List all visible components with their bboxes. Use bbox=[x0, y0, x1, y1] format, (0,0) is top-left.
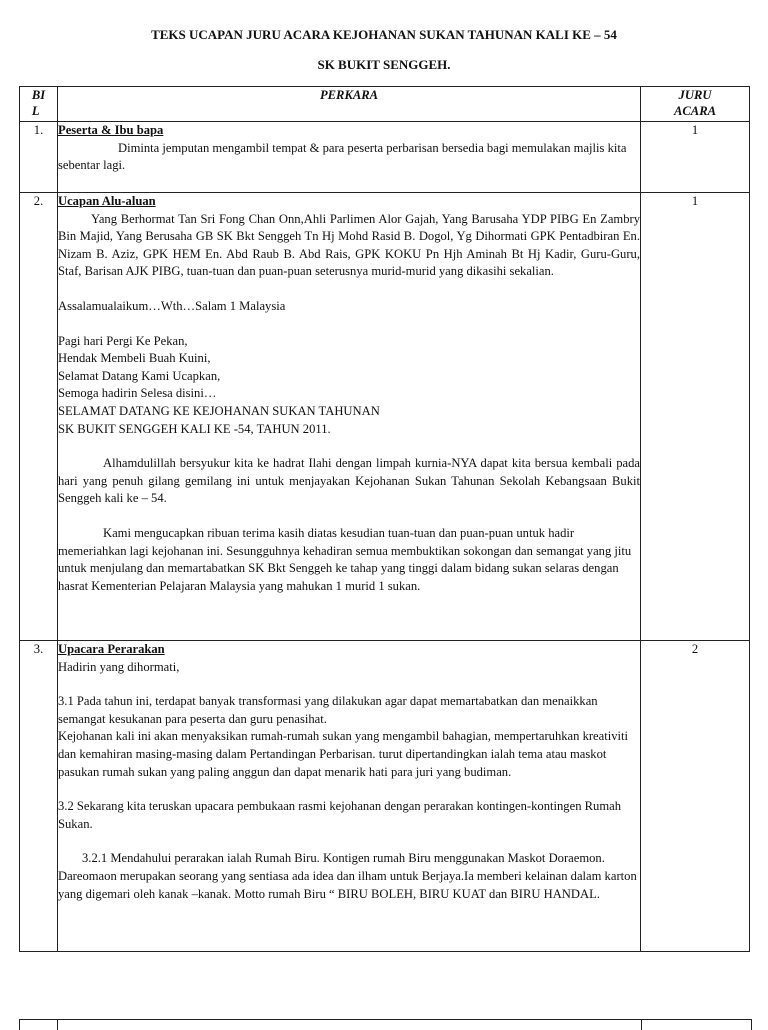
row-paragraph: Yang Berhormat Tan Sri Fong Chan Onn,Ahli Parlimen Alor Gajah, Yang Barusaha YDP PIBG En Zambry Bin Majid, Yang Berusaha GB SK Bkt Senggeh Tn Hj Mohd Rasid B. Dogol, Yg Dihormati GPK Pentadbiran En. Nizam B. Aziz, GPK HEM En. Abd Raub B. Abd Rais, GPK KOKU Pn Hjh Aminah Bt Hj Kadir, Guru-Guru, Staf, Barisan AJK PIBG, tuan-tuan dan puan-puan seterusnya murid-murid yang dikasihi sekalian. bbox=[58, 211, 640, 279]
table-row bbox=[20, 193, 750, 641]
row-paragraph: 3.2 Sekarang kita teruskan upacara pembukaan rasmi kejohanan dengan perarakan kontingen-kontingen Rumah Sukan. bbox=[58, 799, 622, 831]
header-juru-acara: JURU ACARA bbox=[641, 87, 750, 122]
document-subtitle: SK BUKIT SENGGEH. bbox=[317, 57, 451, 72]
row-paragraph: 3.1 Pada tahun ini, terdapat banyak transformasi yang dilakukan agar dapat memartabatkan dan menaikkan semangat kesukanan para peserta dan guru penasihat. bbox=[58, 694, 598, 726]
table-header-row bbox=[20, 87, 750, 122]
row-number: 2. bbox=[20, 193, 58, 641]
document-title: TEKS UCAPAN JURU ACARA KEJOHANAN SUKAN TAHUNAN KALI KE – 54 bbox=[151, 27, 617, 42]
header-perkara: PERKARA bbox=[58, 87, 641, 122]
row-paragraph: Kejohanan kali ini akan menyaksikan rumah-rumah sukan yang mengambil bahagian, mempertaruhkan kreativiti dan kemahiran masing-masing dalam Pertandingan Perbarisan. turut dipertandingkan ialah tema atau maskot pasukan rumah sukan yang paling anggun dan dapat menarik hati para juri yang budiman. bbox=[58, 729, 629, 779]
row-paragraph: 3.2.1 Mendahului perarakan ialah Rumah Biru. Kontigen rumah Biru menggunakan Maskot Doraemon. Dareomaon merupakan seorang yang sentiasa ada idea dan ilham untuk Berjaya.Ia memberi kelainan dalam karton yang digemari oleh kanak –kanak. Motto rumah Biru “ BIRU BOLEH, BIRU KUAT dan BIRU HANDAL. bbox=[58, 851, 637, 901]
pantun-line: Semoga hadirin Selesa disini… bbox=[58, 386, 217, 401]
pantun-line: Selamat Datang Kami Ucapkan, bbox=[58, 368, 221, 383]
row-heading: Peserta & Ibu bapa bbox=[58, 123, 164, 137]
row-content bbox=[58, 641, 641, 952]
row-juru-acara: 1 bbox=[641, 122, 750, 193]
row-paragraph: Alhamdulillah bersyukur kita ke hadrat Ilahi dengan limpah kurnia-NYA dapat kita bersua kembali pada hari yang penuh gilang gemilang ini untuk menjayakan Kejohanan Sukan Tahunan Sekolah Kebangsaan Bukit Senggeh kali ke – 54. bbox=[58, 456, 640, 506]
table-row bbox=[20, 122, 750, 193]
row-juru-acara: 1 bbox=[641, 193, 750, 641]
row-number: 3. bbox=[20, 641, 58, 952]
pantun-line: Hendak Membeli Buah Kuini, bbox=[58, 351, 211, 366]
salutation-text: Hadirin yang dihormati, bbox=[58, 659, 180, 674]
row-juru-acara: 2 bbox=[641, 641, 750, 952]
greeting-text: Assalamualaikum…Wth…Salam 1 Malaysia bbox=[58, 298, 286, 313]
pantun-line: Pagi hari Pergi Ke Pekan, bbox=[58, 333, 188, 348]
row-heading: Upacara Perarakan bbox=[58, 642, 165, 656]
row-number: 1. bbox=[20, 122, 58, 193]
table-row bbox=[20, 641, 750, 952]
row-heading: Ucapan Alu-aluan bbox=[58, 194, 156, 208]
row-content bbox=[58, 122, 641, 193]
header-bil: BI L bbox=[20, 87, 58, 122]
next-page-table-edge bbox=[19, 1019, 752, 1030]
program-table bbox=[19, 86, 750, 952]
row-content bbox=[58, 193, 641, 641]
row-paragraph: Kami mengucapkan ribuan terima kasih diatas kesudian tuan-tuan dan puan-puan untuk hadir memeriahkan lagi kejohanan ini. Sesungguhnya kehadiran semua membuktikan sokongan dan semangat yang jitu untuk menjulang dan memartabatkan SK Bkt Senggeh ke tahap yang tinggi dalam bidang sukan selaras dengan hasrat Kementerian Pelajaran Malaysia yang mahukan 1 murid 1 sukan. bbox=[58, 525, 632, 593]
welcome-line: SELAMAT DATANG KE KEJOHANAN SUKAN TAHUNAN bbox=[58, 403, 380, 418]
welcome-line: SK BUKIT SENGGEH KALI KE -54, TAHUN 2011. bbox=[58, 421, 331, 436]
row-paragraph: Diminta jemputan mengambil tempat & para peserta perbarisan bersedia bagi memulakan majlis kita sebentar lagi. bbox=[58, 140, 627, 173]
